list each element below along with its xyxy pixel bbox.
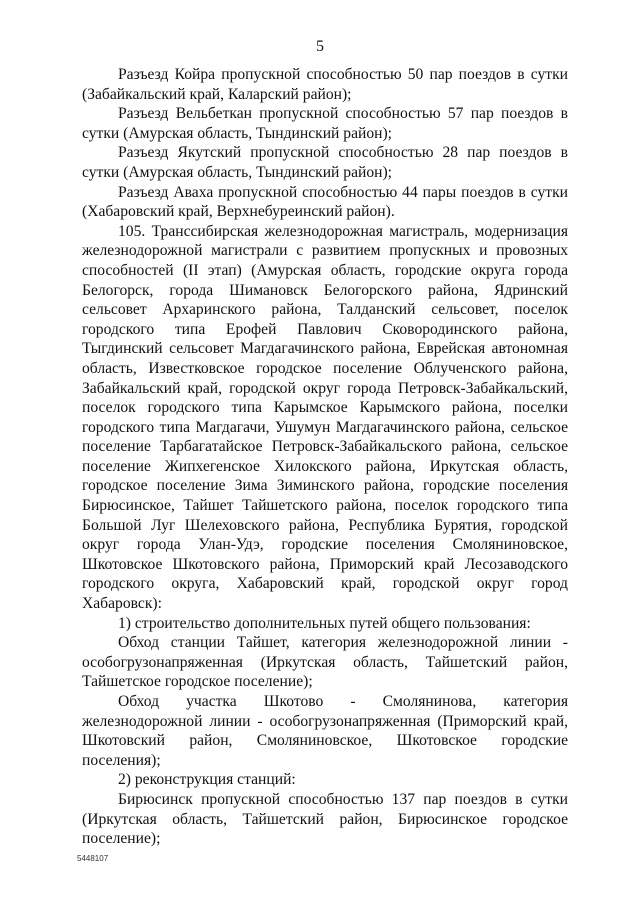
paragraph-obkhod-shkotovo: Обход участка Шкотово - Смолянинова, категория железнодорожной линии - особогрузонапряженная (Приморский край, Шкотовский район, Смоляниновское, Шкотовское городские поселения); bbox=[82, 693, 568, 769]
page-number: 5 bbox=[316, 38, 324, 55]
paragraph-razyezd-avakha: Разъезд Аваха пропускной способностью 44 пары поездов в сутки (Хабаровский край, Верхнебуреинский район). bbox=[82, 183, 568, 221]
paragraph-obkhod-taishet: Обход станции Тайшет, категория железнодорожной линии - особогрузонапряженная (Иркутская область, Тайшетский район, Тайшетское городское поселение); bbox=[82, 634, 568, 691]
document-body bbox=[82, 65, 568, 849]
paragraph-subitem-1: 1) строительство дополнительных путей общего пользования: bbox=[118, 614, 531, 632]
paragraph-razyezd-velbetkan: Разъезд Вельбеткан пропускной способностью 57 пар поездов в сутки (Амурская область, Тындинский район); bbox=[82, 105, 568, 142]
paragraph-item-105: 105. Транссибирская железнодорожная магистраль, модернизация железнодорожной магистрали с развитием пропускных и провозных способностей (II этап) (Амурская область, городские округа города Белогорск, города Шимановск Белогорского района, Ядринский сельсовет Архаринского района, Талданский сельсовет, поселок городского типа Ерофей Павлович Сковородинского района, Тыгдинский сельсовет Магдагачинского района, Еврейская автономная область, Известковское городское поселение Облученского района, Забайкальский край, городской округ города Петровск-Забайкальский, поселок городского типа Карымское Карымского района, поселки городского типа Магдагачи, Ушумун Магдагачинского района, сельское поселение Тарбагатайское Петровск-Забайкальского района, сельское поселение Жипхегенское Хилокского района, Иркутская область, городское поселение Зима Зиминского района, городские поселения Бирюсинское, Тайшет Тайшетского района, поселок городского типа Большой Луг Шелеховского района, Республика Бурятия, городской округ города Улан-Удэ, городские поселения Смоляниновское, Шкотовское Шкотовского района, Приморский край Лесозаводского городского округа, Хабаровский край, городской округ город Хабаровск): bbox=[82, 222, 568, 613]
footer-document-code: 5448107 bbox=[77, 854, 109, 863]
paragraph-razyezd-yakutsky: Разъезд Якутский пропускной способностью 28 пар поездов в сутки (Амурская область, Тындинский район); bbox=[82, 144, 568, 181]
paragraph-razyezd-koyra: Разъезд Койра пропускной способностью 50 пар поездов в сутки (Забайкальский край, Каларский район); bbox=[82, 66, 568, 103]
paragraph-biryusinsk: Бирюсинск пропускной способностью 137 пар поездов в сутки (Иркутская область, Тайшетский район, Бирюсинское городское поселение); bbox=[82, 790, 568, 848]
paragraph-subitem-2: 2) реконструкция станций: bbox=[118, 771, 296, 789]
